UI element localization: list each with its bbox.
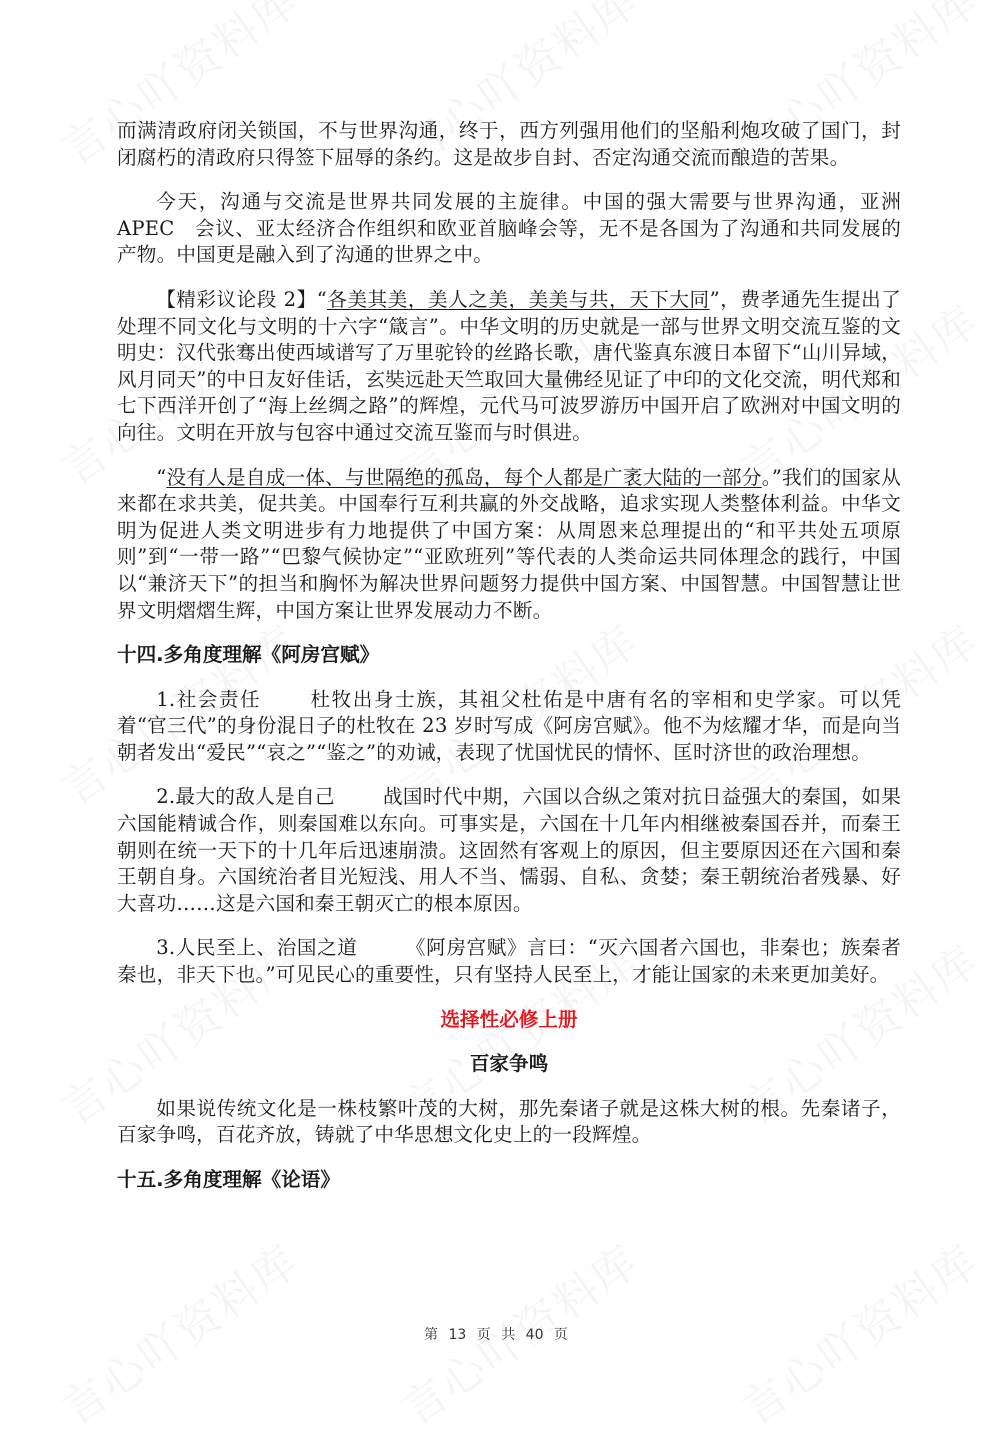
item-label: 1.社会责任 [156,687,262,711]
spacer [117,447,901,465]
underlined-quote: 各美其美，美人之美，美美与共，天下大同 [327,287,710,311]
spacer [117,1149,901,1167]
spacer [117,766,901,784]
section-14-item-3 [117,935,901,988]
section-14-heading: 十四.多角度理解《阿房宫赋》 [117,643,380,667]
item-label: 2.最大的敌人是自己 [156,785,335,809]
section-15-heading: 十五.多角度理解《论语》 [117,1168,340,1191]
page-number: 第 13 页 共 40 页 [424,1327,568,1343]
spacer [117,171,901,189]
paragraph-highlight-argument-2 [117,287,901,447]
subsection-heading: 百家争鸣 [469,1052,549,1076]
spacer [117,1033,901,1051]
spacer [117,1078,901,1096]
page-footer [0,1324,992,1344]
spacer [117,917,901,935]
underlined-quote: 没有人是自成一体、与世隔绝的孤岛，每个人都是广袤大陆的一部分 [166,465,762,489]
argument-label: 【精彩议论段 2】 [156,287,317,311]
spacer [117,669,901,687]
section-14-item-2 [117,784,901,917]
spacer [117,269,901,287]
item-text: 杜牧出身士族，其祖父杜佑是中唐有名的宰相和史学家。可以凭着“官三代”的身份混日子的杜牧在 23 岁时写成《阿房宫赋》。他不为炫耀才华，而是向当朝者发出“爱民”“哀之”“鉴之”的劝诫，表现了忧国忧民的情怀、匡时济世的政治理想。 [117,687,901,764]
paragraph-body: 。”我们的国家从来都在求共美，促共美。中国奉行互利共赢的外交战略，追求实现人类整体利益。中华文明为促进人类文明进步有力地提供了中国方案：从周恩来总理提出的“和平共处五项原则”到“一带一路”“巴黎气候协定”“亚欧班列”等代表的人类命运共同体理念的践行，中国以“兼济天下”的担当和胸怀为解决世界问题努力提供中国方案、中国智慧。中国智慧让世界文明熠熠生辉，中国方案让世界发展动力不断。 [117,465,901,622]
intro-paragraph: 如果说传统文化是一株枝繁叶茂的大树，那先秦诸子就是这株大树的根。先秦诸子，百家争鸣，百花齐放，铸就了中华思想文化史上的一段辉煌。 [117,1096,901,1147]
paragraph-closed-door: 而满清政府闭关锁国，不与世界沟通，终于，西方列强用他们的坚船利炮攻破了国门，封闭腐朽的清政府只得签下屈辱的条约。这是故步自封、否定沟通交流而酿造的苦果。 [117,119,901,169]
spacer [117,624,901,642]
item-text: 战国时代中期，六国以合纵之策对抗日益强大的秦国，如果六国能精诚合作，则秦国难以东向。可事实是，六国在十几年内相继被秦国吞并，而秦王朝则在统一天下的十几年后迅速崩溃。这固然有客观上的原因，但主要原因还在六国和秦王朝自身。六国统治者目光短浅、用人不当、懦弱、自私、贪婪；秦王朝统治者残暴、好大喜功……这是六国和秦王朝灭亡的根本原因。 [117,785,902,915]
paragraph-communication-today: 今天，沟通与交流是世界共同发展的主旋律。中国的强大需要与世界沟通，亚洲 APEC 会议、亚太经济合作组织和欧亚首脑峰会等，无不是各国为了沟通和共同发展的产物。中国更是融入到了沟通的世界之中。 [117,190,901,267]
paragraph-no-man-is-island [117,465,901,625]
item-text: 《阿房宫赋》言曰：“灭六国者六国也，非秦也；族秦者秦也，非天下也。”可见民心的重要性，只有坚持人民至上，才能让国家的未来更加美好。 [117,936,901,987]
quote-mark: “ [156,465,167,489]
spacer [117,989,901,1007]
section-14-item-1 [117,687,901,767]
paragraph-body: ”，费孝通先生提出了处理不同文化与文明的十六字“箴言”。中华文明的历史就是一部与世界文明交流互鉴的文明史：汉代张骞出使西域谱写了万里驼铃的丝路长歌，唐代鉴真东渡日本留下“山川异域，风月同天”的中日友好佳话，玄奘远赴天竺取回大量佛经见证了中印的文化交流，明代郑和七下西洋开创了“海上丝绸之路”的辉煌，元代马可波罗游历中国开启了欧洲对中国文明的向往。文明在开放与包容中通过交流互鉴而与时俱进。 [117,287,901,444]
item-label: 3.人民至上、治国之道 [156,936,358,960]
volume-heading: 选择性必修上册 [440,1007,578,1031]
document-page [117,118,901,1194]
quote-mark: “ [316,287,328,311]
